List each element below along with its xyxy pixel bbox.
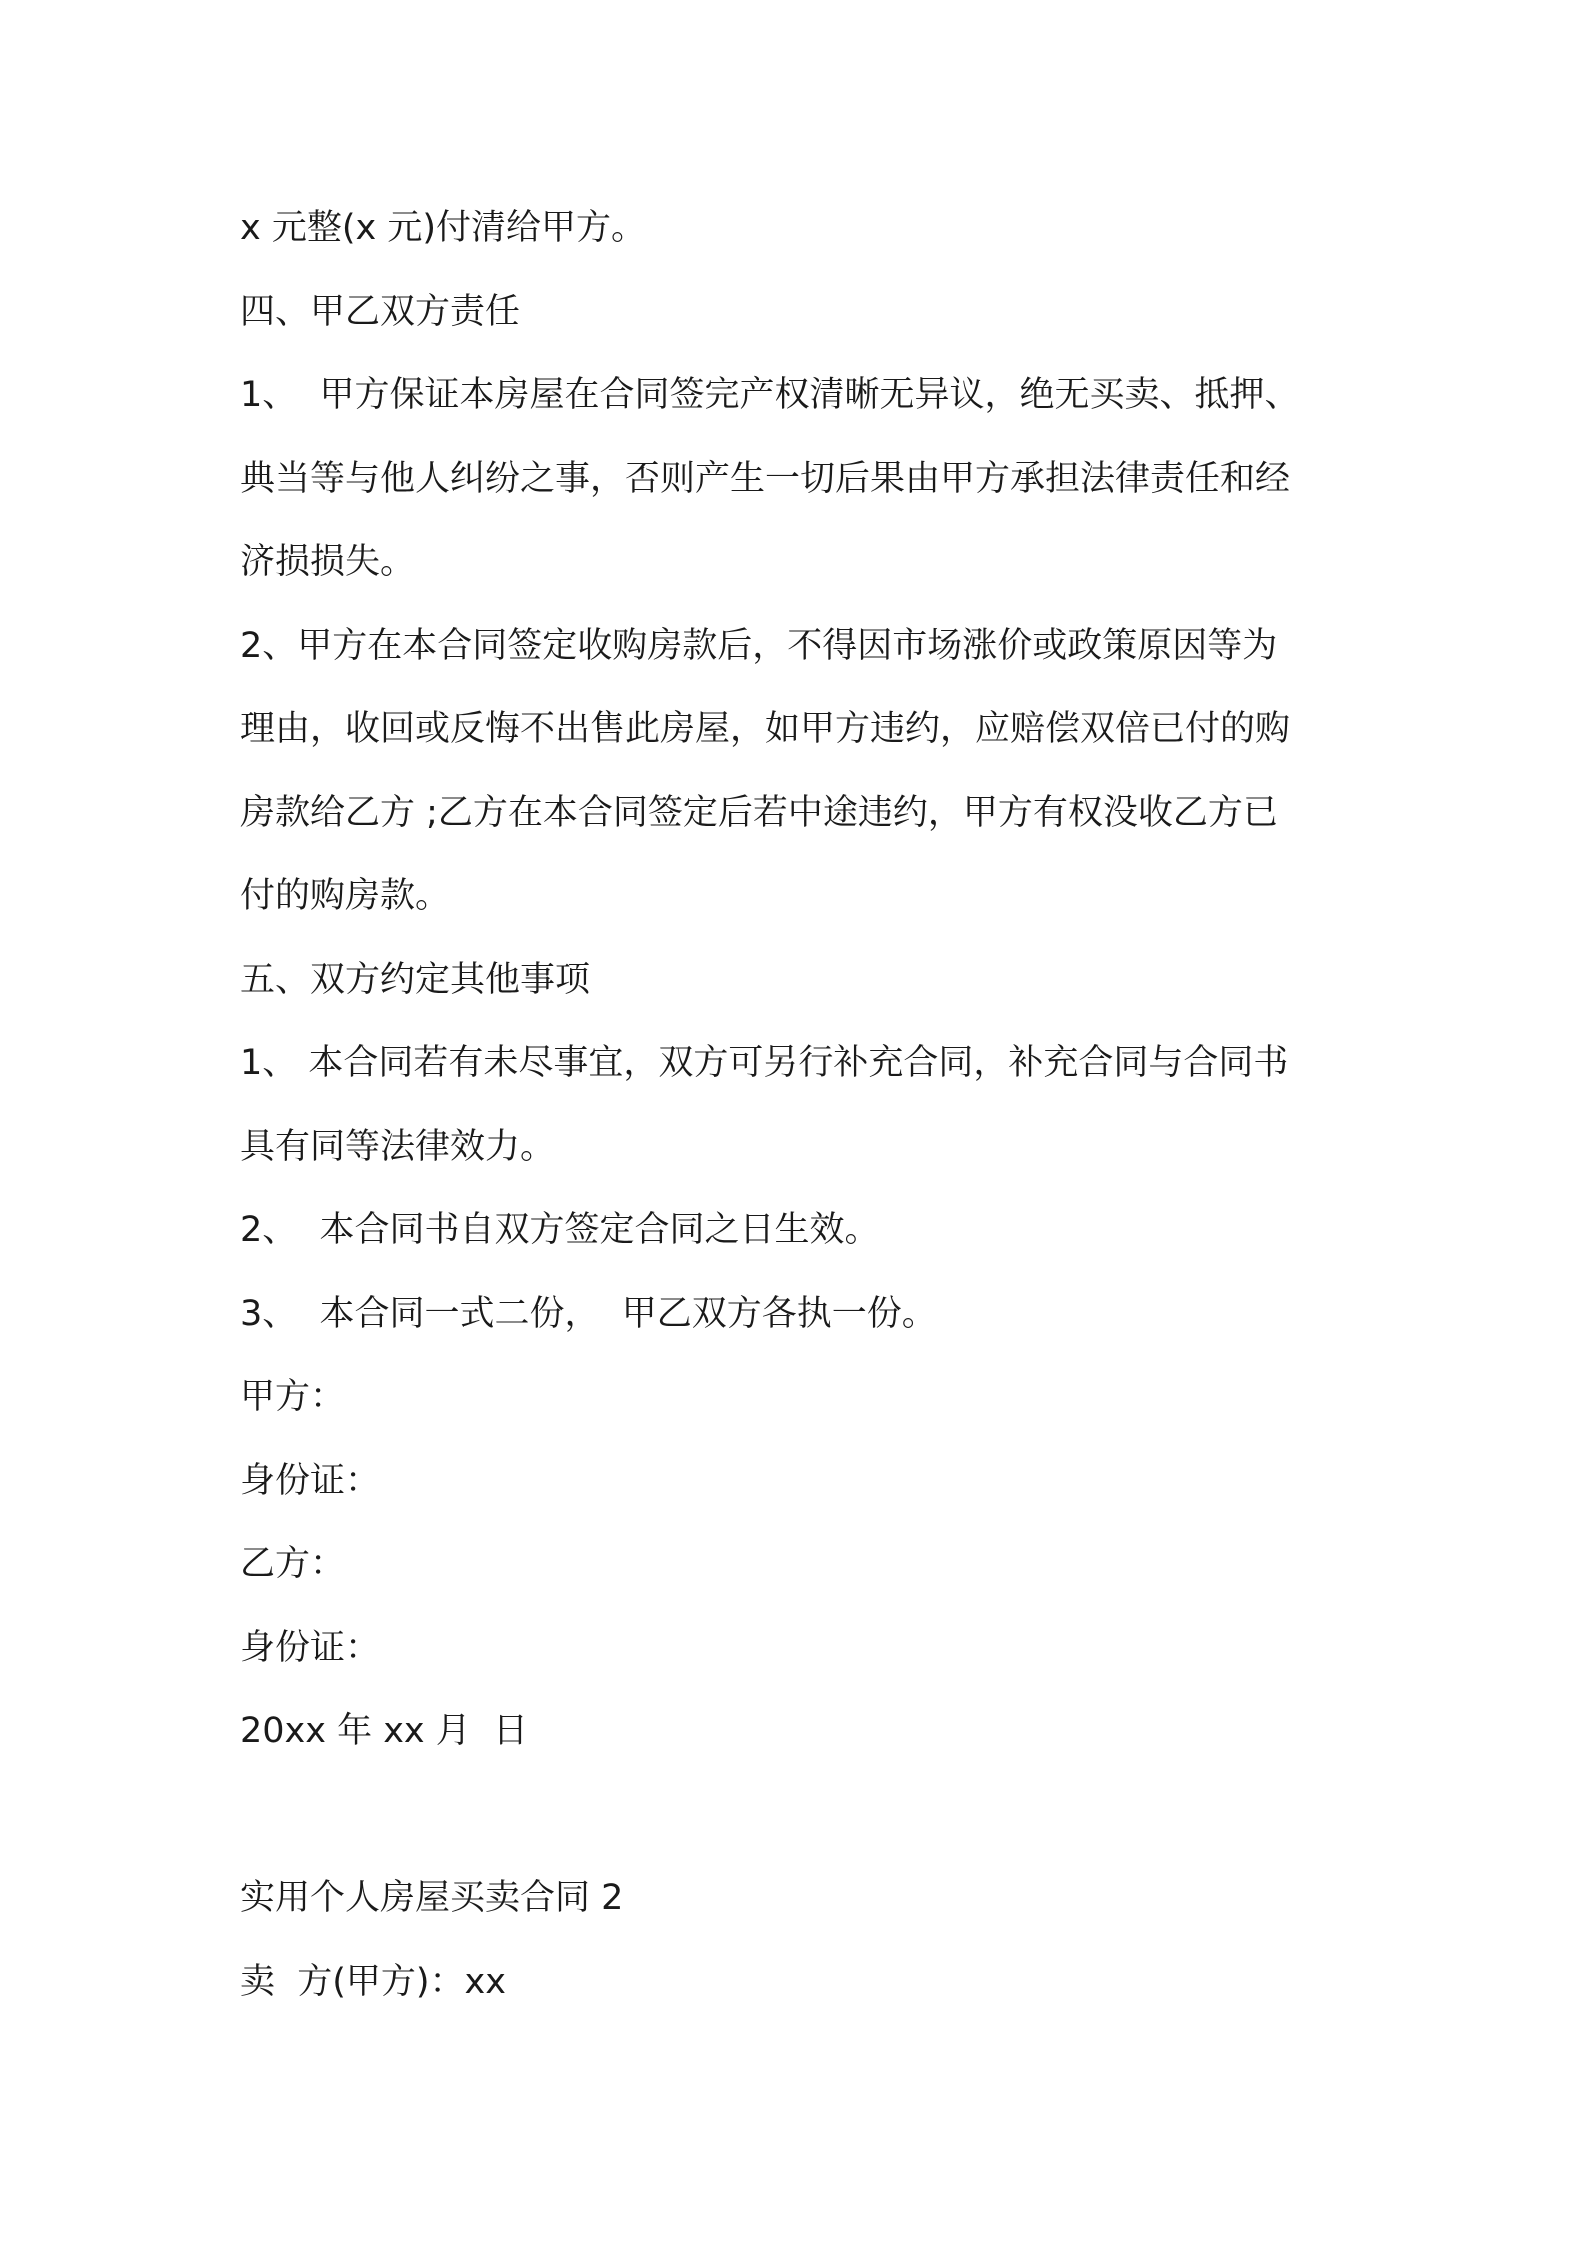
clause-4-1-line-3: 济损损失。 [240, 542, 416, 582]
section-heading-other-matters: 五、双方约定其他事项 [240, 960, 591, 1000]
section-heading-responsibilities: 四、甲乙双方责任 [240, 292, 521, 332]
signing-date: 20xx 年 xx 月 日 [240, 1711, 529, 1751]
text-line-payment: x 元整(x 元)付清给甲方。 [240, 208, 646, 248]
clause-4-2-line-4: 付的购房款。 [240, 876, 451, 916]
party-b-signature-label: 乙方： [240, 1544, 346, 1584]
party-a-id-label: 身份证： [240, 1461, 381, 1501]
clause-5-3: 3、 本合同一式二份， 甲乙双方各执一份。 [240, 1294, 937, 1334]
clause-4-1-line-1: 1、 甲方保证本房屋在合同签完产权清晰无异议，绝无买卖、抵押、 [240, 375, 1300, 415]
party-a-signature-label: 甲方： [240, 1377, 346, 1417]
clause-4-2-line-1: 2、甲方在本合同签定收购房款后，不得因市场涨价或政策原因等为 [240, 626, 1278, 666]
seller-party-line: 卖 方(甲方)：xx [240, 1962, 506, 2002]
clause-4-1-line-2: 典当等与他人纠纷之事，否则产生一切后果由甲方承担法律责任和经 [240, 459, 1291, 499]
clause-4-2-line-3: 房款给乙方 ;乙方在本合同签定后若中途违约，甲方有权没收乙方已 [240, 793, 1278, 833]
clause-5-1-line-1: 1、 本合同若有未尽事宜，双方可另行补充合同，补充合同与合同书 [240, 1043, 1289, 1083]
clause-4-2-line-2: 理由，收回或反悔不出售此房屋，如甲方违约，应赔偿双倍已付的购 [240, 709, 1291, 749]
clause-5-1-line-2: 具有同等法律效力。 [240, 1127, 556, 1167]
contract-2-title: 实用个人房屋买卖合同 2 [240, 1878, 624, 1918]
clause-5-2: 2、 本合同书自双方签定合同之日生效。 [240, 1210, 880, 1250]
party-b-id-label: 身份证： [240, 1628, 381, 1668]
